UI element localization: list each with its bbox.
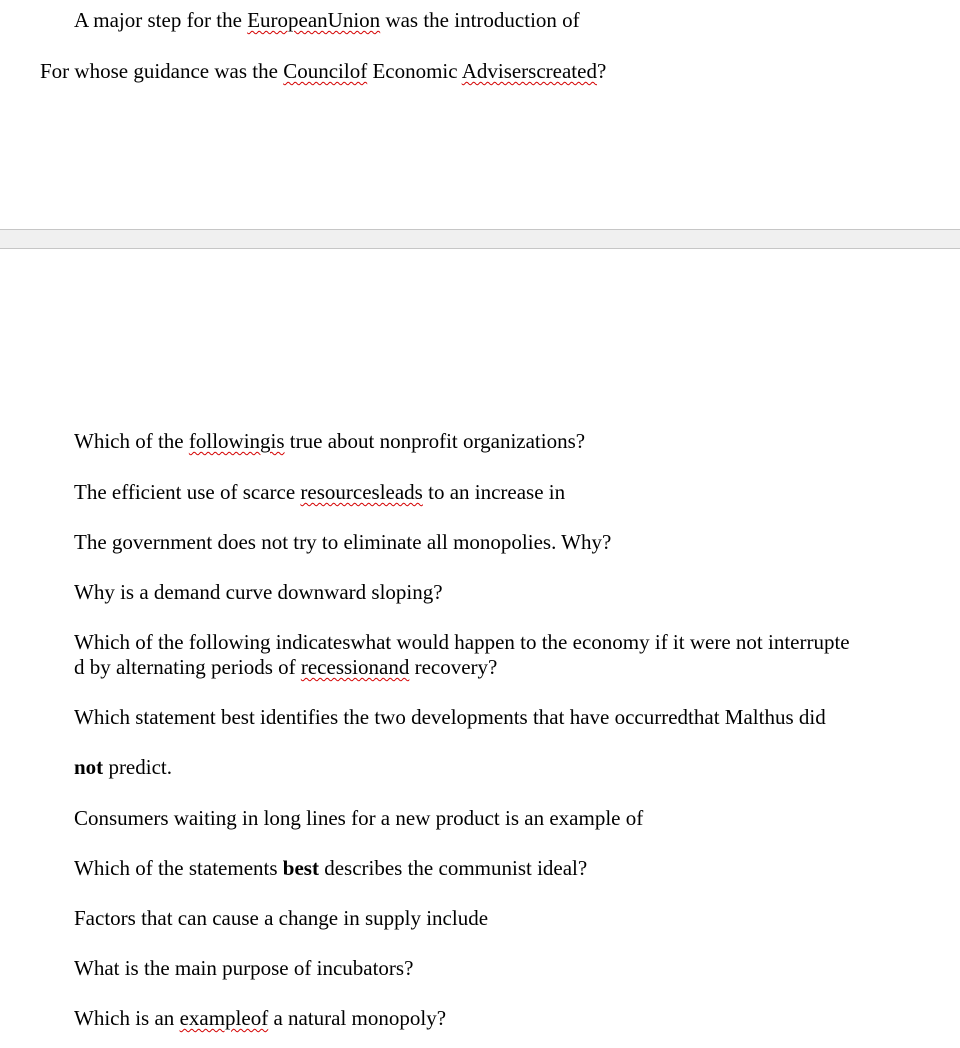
question-text[interactable] <box>74 1006 446 1031</box>
question-text[interactable] <box>40 59 606 84</box>
text-run: The efficient use of scarce <box>74 480 301 504</box>
misspelled-word[interactable]: EuropeanUnion <box>247 8 381 32</box>
question-text[interactable]: Consumers waiting in long lines for a new product is an example of <box>74 806 644 830</box>
question-text[interactable] <box>74 856 587 881</box>
question-text[interactable]: Factors that can cause a change in supply include <box>74 906 489 930</box>
document-page-1 <box>0 0 960 229</box>
question-text[interactable]: What is the main purpose of incubators? <box>74 956 414 980</box>
text-run: A major step for the <box>74 8 248 32</box>
misspelled-word[interactable]: exampleof <box>179 1006 269 1030</box>
text-run: Which is an <box>74 1006 180 1030</box>
question-text[interactable] <box>74 429 585 454</box>
question-text[interactable]: Why is a demand curve downward sloping? <box>74 580 443 604</box>
misspelled-word[interactable]: Adviserscreated <box>461 59 597 83</box>
text-run: d by alternating periods of <box>74 655 301 679</box>
text-run: a natural monopoly? <box>268 1006 447 1030</box>
bold-text: best <box>282 856 319 880</box>
misspelled-word[interactable]: resourcesleads <box>300 480 423 504</box>
text-run: Which of the <box>74 429 189 453</box>
question-text[interactable]: Which of the following indicateswhat would happen to the economy if it were not interrupte <box>74 630 850 654</box>
page-break-gap <box>0 229 960 249</box>
misspelled-word[interactable]: recessionand <box>300 655 410 679</box>
misspelled-word[interactable]: Councilof <box>283 59 368 83</box>
text-run: For whose guidance was the <box>40 59 284 83</box>
question-text[interactable]: The government does not try to eliminate all monopolies. Why? <box>74 530 612 554</box>
text-run: predict. <box>103 755 172 779</box>
text-run: was the introduction of <box>380 8 580 32</box>
text-run: ? <box>596 59 607 83</box>
question-text[interactable] <box>74 8 580 33</box>
text-run: Which of the statements <box>74 856 283 880</box>
text-run: describes the communist ideal? <box>318 856 588 880</box>
question-text-continuation[interactable] <box>74 755 172 780</box>
bold-text: not <box>74 755 104 779</box>
text-run: Economic <box>367 59 462 83</box>
text-run: to an increase in <box>422 480 566 504</box>
text-run: recovery? <box>409 655 498 679</box>
question-text-continuation[interactable] <box>74 655 497 680</box>
misspelled-word[interactable]: followingis <box>188 429 285 453</box>
text-run: true about nonprofit organizations? <box>284 429 586 453</box>
question-text[interactable]: Which statement best identifies the two developments that have occurredthat Malthus did <box>74 705 826 729</box>
question-text[interactable] <box>74 480 565 505</box>
